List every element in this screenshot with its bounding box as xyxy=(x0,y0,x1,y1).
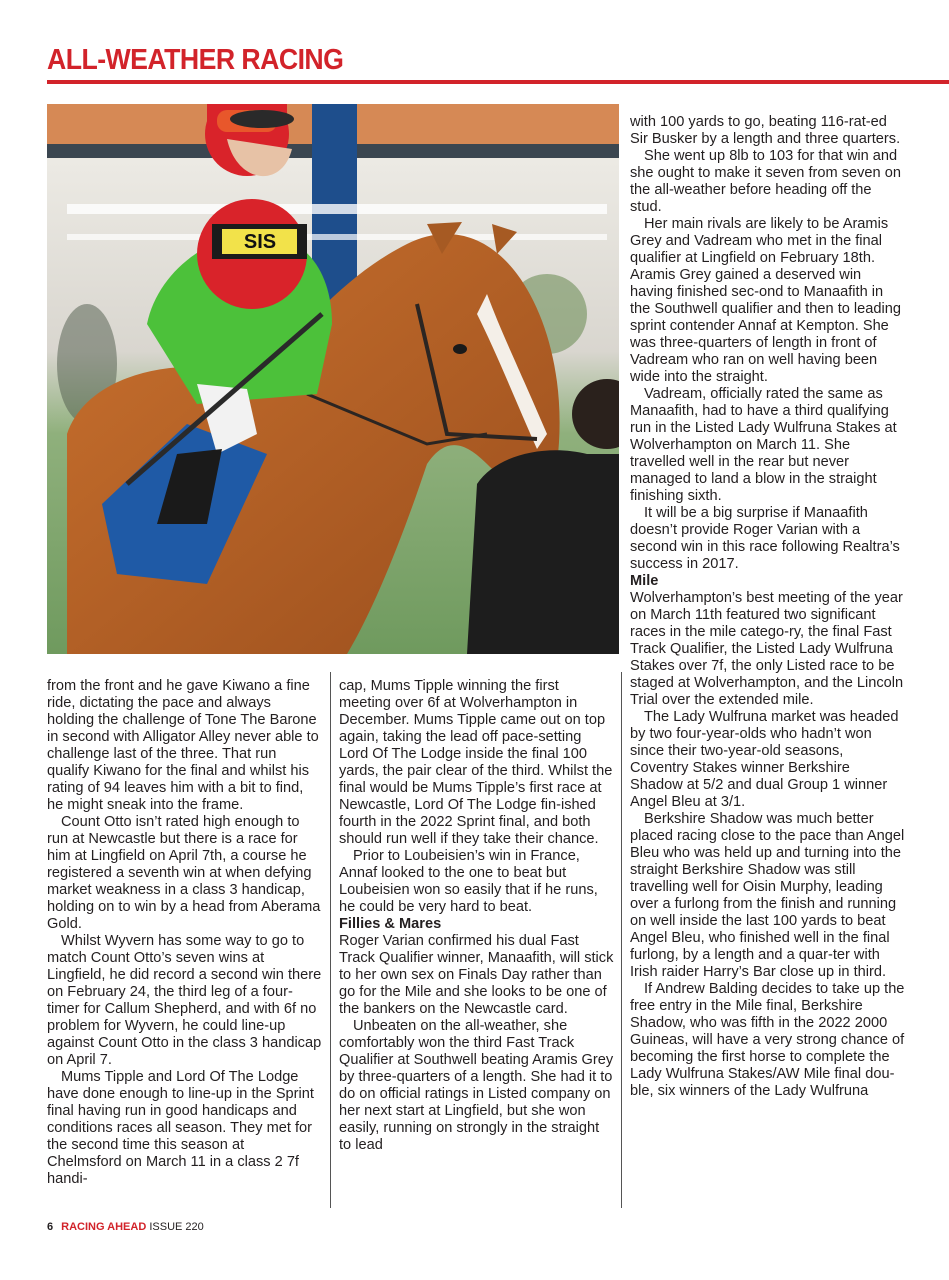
title-rule xyxy=(47,80,949,84)
armband-text: SIS xyxy=(243,231,277,253)
subheading: Mile xyxy=(630,573,659,589)
magazine-name: RACING AHEAD xyxy=(61,1221,147,1233)
paragraph: Vadream, officially rated the same as Manaafith, had to have a third qualifying run in the Listed Lady Wulfruna Stakes at Wolverhampton on March 11. She travelled well in the rear but never managed to land a blow in the straight finishing sixth. xyxy=(630,386,897,504)
paragraph: Whilst Wyvern has some way to go to match Count Otto’s seven wins at Lingfield, he did record a second win there on February 24, the third leg of a four-timer for Callum Shepherd, and with 6f no problem for Wyvern, he could line-up against Count Otto in the class 3 handicap on April 7. xyxy=(47,933,322,1068)
paragraph: She went up 8lb to 103 for that win and she ought to make it seven from seven on the all-weather before heading off the stud. xyxy=(630,148,901,215)
paragraph: Wolverhampton’s best meeting of the year on March 11th featured two significant races in the mile catego-ry, the final Fast Track Qualifier, the Listed Lady Wulfruna Stakes over 7f, the only Listed race to be staged at Wolverhampton, and the Lincoln Trial over the extended mile. xyxy=(630,590,904,708)
page-footer xyxy=(47,1221,204,1233)
paragraph: Berkshire Shadow was much better placed racing close to the pace than Angel Bleu who was held up and turning into the straight Berkshire Shadow was still travelling well for Oisin Murphy, leading over a furlong from the finish and running on well inside the last 100 yards to beat Angel Bleu, who finished well in the final furlong, by a length and a quar-ter with Irish raider Harry’s Bar close up in third. xyxy=(630,811,905,980)
page-number: 6 xyxy=(47,1221,54,1233)
paragraph: Roger Varian confirmed his dual Fast Track Qualifier winner, Manaafith, will stick to her own sex on Finals Day rather than go for the Mile and she looks to be one of the bankers on the Newcastle card. xyxy=(339,933,614,1017)
article-column-1 xyxy=(47,678,322,1188)
paragraph: Prior to Loubeisien’s win in France, Annaf looked to the one to beat but Loubeisien won so easily that if he runs, he could be very hard to beat. xyxy=(339,848,598,915)
subheading: Fillies & Mares xyxy=(339,916,442,932)
paragraph: cap, Mums Tipple winning the first meeting over 6f at Wolverhampton in December. Mums Tipple came out on top again, taking the lead off pace-setting Lord Of The Lodge inside the final 100 yards, the pair clear of the third. Whilst the final would be Mums Tipple’s first race at Newcastle, Lord Of The Lodge fin-ished fourth in the 2022 Sprint final, and both should run well if they take their chance. xyxy=(339,678,613,847)
paragraph: It will be a big surprise if Manaafith doesn’t provide Roger Varian with a second win in this race following Realtra’s success in 2017. xyxy=(630,505,900,572)
jockey-horse-photo xyxy=(47,104,619,654)
paragraph: The Lady Wulfruna market was headed by two four-year-olds who hadn’t won since their two-year-old seasons, Coventry Stakes winner Berkshire Shadow at 5/2 and dual Group 1 winner Angel Bleu at 3/1. xyxy=(630,709,899,810)
issue-number: ISSUE 220 xyxy=(149,1221,204,1233)
column-rule-2 xyxy=(621,672,622,1208)
paragraph: Unbeaten on the all-weather, she comfortably won the third Fast Track Qualifier at Southwell beating Aramis Grey by three-quarters of a length. She had it to do on official ratings in Listed company on her next start at Lingfield, but she won easily, running on strongly in the straight to lead xyxy=(339,1018,614,1153)
column-rule-1 xyxy=(330,672,331,1208)
paragraph: If Andrew Balding decides to take up the free entry in the Mile final, Berkshire Shadow, who was fifth in the 2022 2000 Guineas, will have a very strong chance of becoming the first horse to complete the Lady Wulfruna Stakes/AW Mile final dou-ble, six winners of the Lady Wulfruna xyxy=(630,981,905,1099)
paragraph: with 100 yards to go, beating 116-rat-ed Sir Busker by a length and three quarters. xyxy=(630,114,901,147)
article-column-3 xyxy=(630,114,905,1100)
paragraph: from the front and he gave Kiwano a fine ride, dictating the pace and always holding the challenge of Tone The Barone in second with Alligator Alley never able to challenge last of the three. That run qualify Kiwano for the final and whilst his rating of 94 leaves him with a bit to find, he might sneak into the frame. xyxy=(47,678,319,813)
article-column-2 xyxy=(339,678,614,1154)
section-title: ALL-WEATHER RACING xyxy=(47,44,344,76)
paragraph: Her main rivals are likely to be Aramis Grey and Vadream who met in the final qualifier at Lingfield on February 18th. Aramis Grey gained a deserved win having finished sec-ond to Manaafith in the Southwell qualifier and then to leading sprint contender Annaf at Kempton. She was three-quarters of length in front of Vadream who ran on well having been wide into the straight. xyxy=(630,216,901,385)
paragraph: Mums Tipple and Lord Of The Lodge have done enough to line-up in the Sprint final having run in good handicaps and conditions races all season. They met for the second time this season at Chelmsford on March 11 in a class 2 7f handi- xyxy=(47,1069,314,1187)
paragraph: Count Otto isn’t rated high enough to run at Newcastle but there is a race for him at Lingfield on April 7th, a course he registered a seventh win at when defying market weakness in a class 3 handicap, holding on to win by a head from Aberama Gold. xyxy=(47,814,321,932)
